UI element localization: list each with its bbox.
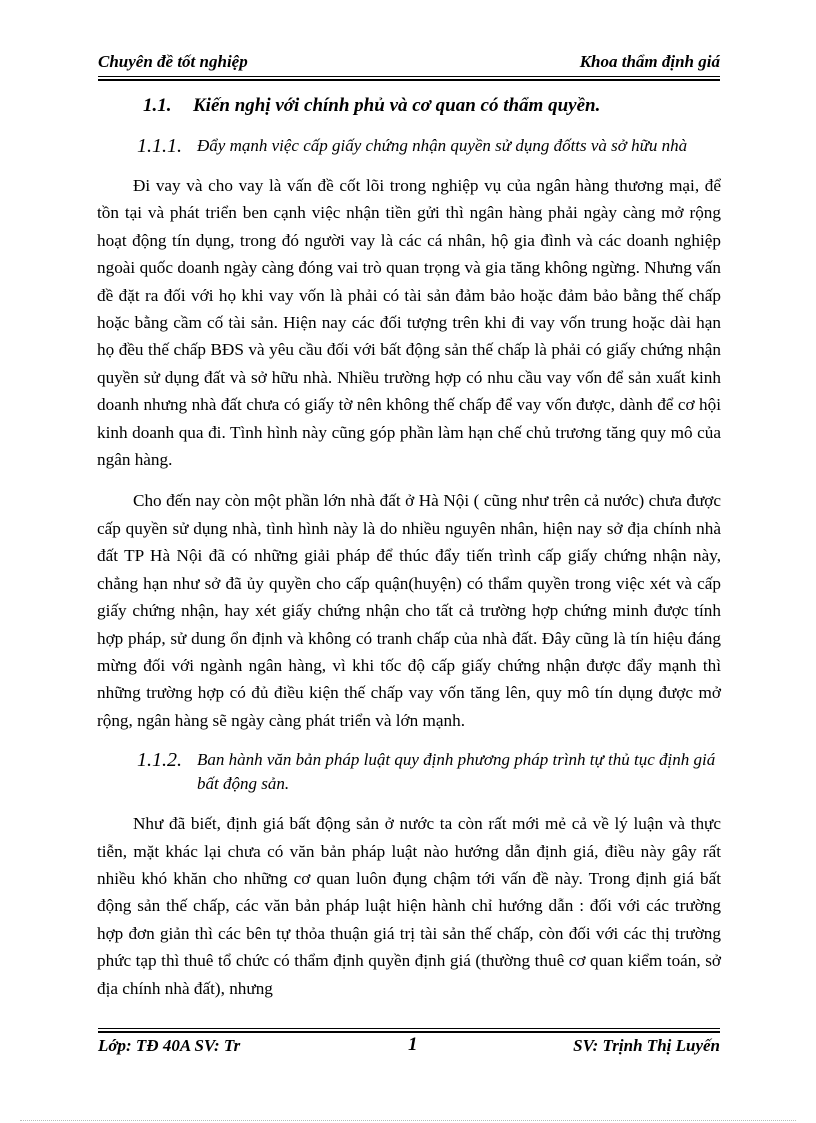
- page-number: 1: [408, 1034, 418, 1055]
- page-footer: [98, 1036, 720, 1060]
- subsection-number-2: 1.1.2.: [137, 749, 182, 772]
- section-title: Kiến nghị với chính phủ và cơ quan có thẩm quyền.: [193, 95, 601, 116]
- header-right-title: Khoa thẩm định giá: [579, 52, 720, 71]
- subsection-heading-2: [137, 748, 721, 796]
- subsection-number-1: 1.1.1.: [137, 135, 182, 157]
- paragraph: Như đã biết, định giá bất động sản ở nước ta còn rất mới mẻ cả về lý luận và thực tiễn, mặt khác lại chưa có văn bản pháp luật nào hướng dẫn định giá, điều này gây rất nhiều khó khăn cho những cơ quan luôn đụng chậm tới vấn đề này. Trong định giá bất động sản thế chấp, các văn bản pháp luật hiện hành chỉ hướng dẫn : đối với các trường hợp đơn giản thì các bên tự thỏa thuận giá trị tài sản thế chấp, còn đối với các thị trường phức tạp thì thuê tổ chức có thẩm định quyền định giá (thường thuê cơ quan kiểm toán, sở địa chính nhà đất), nhưng: [97, 814, 721, 998]
- header-left-title: Chuyên đề tốt nghiệp: [98, 52, 248, 71]
- footer-rule: [98, 1028, 720, 1033]
- section-heading: [143, 92, 721, 120]
- paragraph: Cho đến nay còn một phần lớn nhà đất ở Hà Nội ( cũng như trên cả nước) chưa được cấp quyền sử dụng nhà, tình hình này là do nhiều nguyên nhân, hiện nay sở địa chính nhà đất TP Hà Nội đã có những giải pháp để thúc đẩy tiến trình cấp giấy chứng nhận này, chẳng hạn như sở đã ủy quyền cho cấp quận(huyện) có thẩm quyền trong việc xét và cấp giấy chứng nhận, hay xét giấy chứng nhận cho tất cả trường hợp chứng minh được tính hợp pháp, sử dung ổn định và không có tranh chấp của nhà đất. Đây cũng là tín hiệu đáng mừng đối với ngành ngân hàng, vì khi tốc độ cấp giấy chứng nhận được đẩy mạnh thì những trường hợp có đủ điều kiện thế chấp vay vốn tăng lên, quy mô tín dụng được mở rộng, ngân hàng sẽ ngày càng phát triển và lớn mạnh.: [97, 491, 721, 730]
- subsection-heading-1: [137, 134, 721, 158]
- footer-class-info: Lớp: TĐ 40A SV: Tr: [98, 1036, 241, 1055]
- document-body: [97, 92, 721, 1002]
- subsection-title-1: Đẩy mạnh việc cấp giấy chứng nhận quyền sử dụng đốtts và sở hữu nhà: [197, 136, 688, 155]
- section-number: 1.1.: [143, 95, 172, 116]
- subsection-title-2: Ban hành văn bản pháp luật quy định phương pháp trình tự thủ tục định giá bất động sản.: [197, 750, 716, 794]
- page-edge-divider: [20, 1120, 796, 1121]
- page-header: [98, 48, 720, 72]
- header-rule: [98, 76, 720, 81]
- footer-student-name: SV: Trịnh Thị Luyến: [573, 1036, 720, 1055]
- paragraph: Đi vay và cho vay là vấn đề cốt lõi trong nghiệp vụ của ngân hàng thương mại, để tồn tại và phát triển ben cạnh việc nhận tiền gửi thì ngân hàng phải ngày càng mở rộng hoạt động tín dụng, trong đó người vay là các cá nhân, hộ gia đình và các doanh nghiệp ngoài quốc doanh ngày càng đóng vai trò quan trọng và gia tăng không ngừng. Nhưng vấn đề đặt ra đối với họ khi vay vốn là phải có tài sản đảm bảo hoặc đảm bảo bằng thế chấp hoặc bằng cầm cố tài sản. Hiện nay các đối tượng trên khi đi vay vốn trung hoặc dài hạn họ đều thế chấp BĐS và yêu cầu đối với bất động sản thế chấp là phải có giấy chứng nhận quyền sử dụng đất và sở hữu nhà. Nhiều trường hợp có nhu cầu vay vốn để sản xuất kinh doanh nhưng nhà đất chưa có giấy tờ nên không thế chấp để vay vốn được, dành để cơ hội kinh doanh qua đi. Tình hình này cũng góp phần làm hạn chế chủ trương tăng quy mô của ngân hàng.: [97, 176, 721, 470]
